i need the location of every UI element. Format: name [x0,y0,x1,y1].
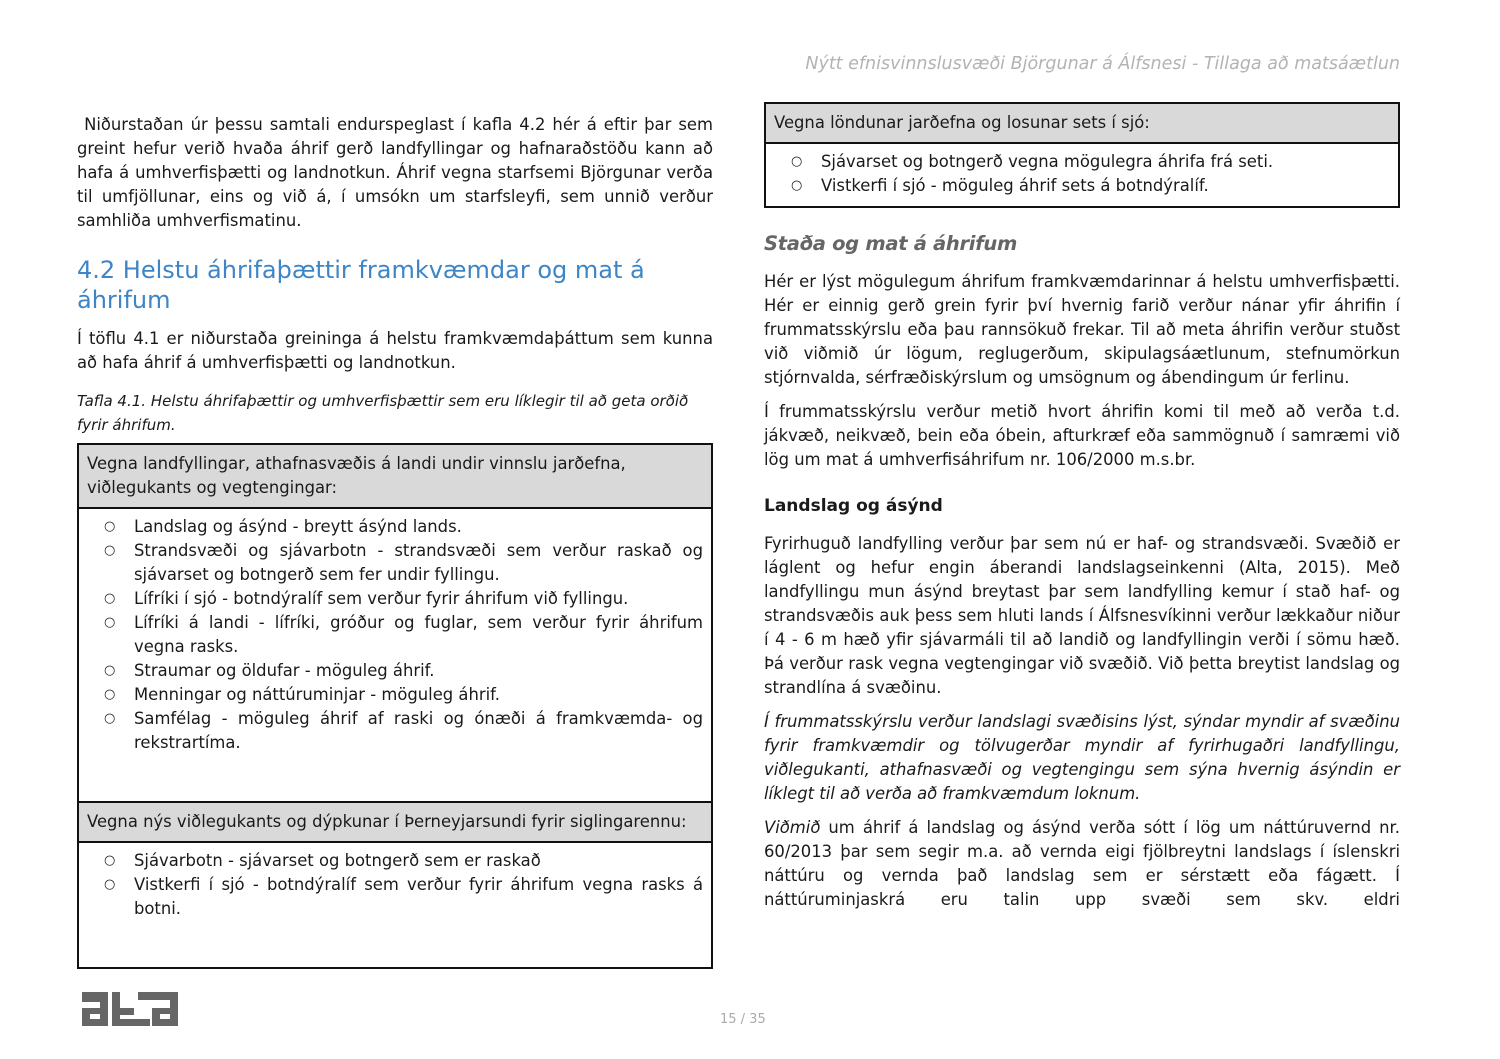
emphasis: Viðmið [764,818,821,837]
section-heading: 4.2 Helstu áhrifaþættir framkvæmdar og mat á áhrifum [77,256,645,314]
page-number: 15 / 35 [720,1012,766,1027]
table-header-dredging: Vegna nýs viðlegukants og dýpkunar í Þerneyjarsundi fyrir siglingarennu: [79,801,711,843]
list-item: ○ Sjávarset og botngerð vegna mögulegra áhrifa frá seti. [774,150,1390,174]
table-intro-paragraph: Í töflu 4.1 er niðurstaða greininga á helstu framkvæmdaþáttum sem kunna að hafa áhrif á umhverfisþætti og landnotkun. [77,329,713,372]
list-item: ○ Landslag og ásýnd - breytt ásýnd lands. [87,515,703,539]
impact-table [77,443,713,969]
subheading: Staða og mat á áhrifum [764,232,1017,255]
paragraph: Hér er lýst mögulegum áhrifum framkvæmdarinnar á helstu umhverfisþætti. Hér er einnig gerð grein fyrir því hvernig farið verður nánar yfir áhrifin í frummatsskýrslu eða þau rannsökuð frekar. Til að meta áhrifin verður stuðst við viðmið úr lögum, reglugerðum, skipulagsáætlunum, stefnumörkun stjórnvalda, sérfræðiskýrslum og umsögnum og ábendingum úr ferlinu. [764,272,1400,387]
list-item: ○ Lífríki á landi - lífríki, gróður og fuglar, sem verður fyrir áhrifum vegna rasks. [87,611,703,659]
sediment-table [764,102,1400,208]
alta-logo [80,988,180,1030]
section-title: Landslag og ásýnd [764,496,943,516]
table-caption: Tafla 4.1. Helstu áhrifaþættir og umhverfisþættir sem eru líklegir til að geta orðið fyrir áhrifum. [77,392,689,434]
intro-paragraph: Niðurstaðan úr þessu samtali endurspeglast í kafla 4.2 hér á eftir þar sem greint hefur verið hvaða áhrif gerð landfyllingar og hafnaraðstöðu kann að hafa á umhverfisþætti og landnotkun. Áhrif vegna starfsemi Björgunar verða til umfjöllunar, eins og við á, í umsókn um starfsleyfi, sem unnið verður samhliða umhverfismatinu. [77,115,719,230]
right-column [764,102,1400,922]
table-body-sediment [766,144,1398,206]
paragraph: Fyrirhuguð landfylling verður þar sem nú er haf- og strandsvæði. Svæðið er láglent og hefur engin áberandi landslagseinkenni (Alta, 2015). Með landfyllingu mun ásýnd breytast þar sem landfylling kemur í stað haf- og strandsvæðis auk þess sem hluti lands í Álfsnesvíkinni verður lækkaður niður í 4 - 6 m hæð yfir sjávarmáli til að landið og landfyllingin verði í sömu hæð. Þá verður rask vegna vegtengingar við svæðið. Við þetta breytist landslag og strandlína á svæðinu. [764,534,1400,697]
list-item: ○ Sjávarbotn - sjávarset og botngerð sem er raskað [87,849,703,873]
paragraph: Í frummatsskýrslu verður metið hvort áhrifin komi til með að verða t.d. jákvæð, neikvæð, bein eða óbein, afturkræf eða sammögnuð í samræmi við lög um mat á umhverfisáhrifum nr. 106/2000 m.s.br. [764,402,1400,469]
list-item: ○ Vistkerfi í sjó - möguleg áhrif sets á botndýralíf. [774,174,1390,198]
table-body-dredging [79,843,711,967]
table-header-landfill: Vegna landfyllingar, athafnasvæðis á landi undir vinnslu jarðefna, viðlegukants og vegtengingar: [79,445,711,509]
list-item: ○ Vistkerfi í sjó - botndýralíf sem verður fyrir áhrifum vegna rasks á botni. [87,873,703,921]
paragraph [764,816,1400,912]
left-column [77,113,719,969]
table-body-landfill [79,509,711,801]
list-item: ○ Strandsvæði og sjávarbotn - strandsvæði sem verður raskað og sjávarset og botngerð sem fer undir fyllingu. [87,539,703,587]
list-item: ○ Menningar og náttúruminjar - möguleg áhrif. [87,683,703,707]
list-item: ○ Lífríki í sjó - botndýralíf sem verður fyrir áhrifum við fyllingu. [87,587,703,611]
paragraph-text: um áhrif á landslag og ásýnd verða sótt í lög um náttúruvernd nr. 60/2013 þar sem segir m.a. að vernda eigi fjölbreytni landslags í íslenskri náttúru og vernda það landslag sem er sérstætt eða fágætt. Í náttúruminjaskrá eru talin upp svæði sem skv. eldri [764,818,1400,909]
running-header: Nýtt efnisvinnslusvæði Björgunar á Álfsnesi - Tillaga að matsáætlun [805,54,1400,74]
list-item: ○ Samfélag - möguleg áhrif af raski og ónæði á framkvæmda- og rekstrartíma. [87,707,703,755]
table-header-sediment: Vegna löndunar jarðefna og losunar sets í sjó: [766,104,1398,144]
paragraph-italic: Í frummatsskýrslu verður landslagi svæðisins lýst, sýndar myndir af svæðinu fyrir framkvæmdir og tölvugerðar myndir af fyrirhugaðri landfyllingu, viðlegukanti, athafnasvæði og vegtengingu sem sýna hvernig ásýndin er líklegt til að verða að framkvæmdum loknum. [764,712,1400,803]
list-item: ○ Straumar og öldufar - möguleg áhrif. [87,659,703,683]
